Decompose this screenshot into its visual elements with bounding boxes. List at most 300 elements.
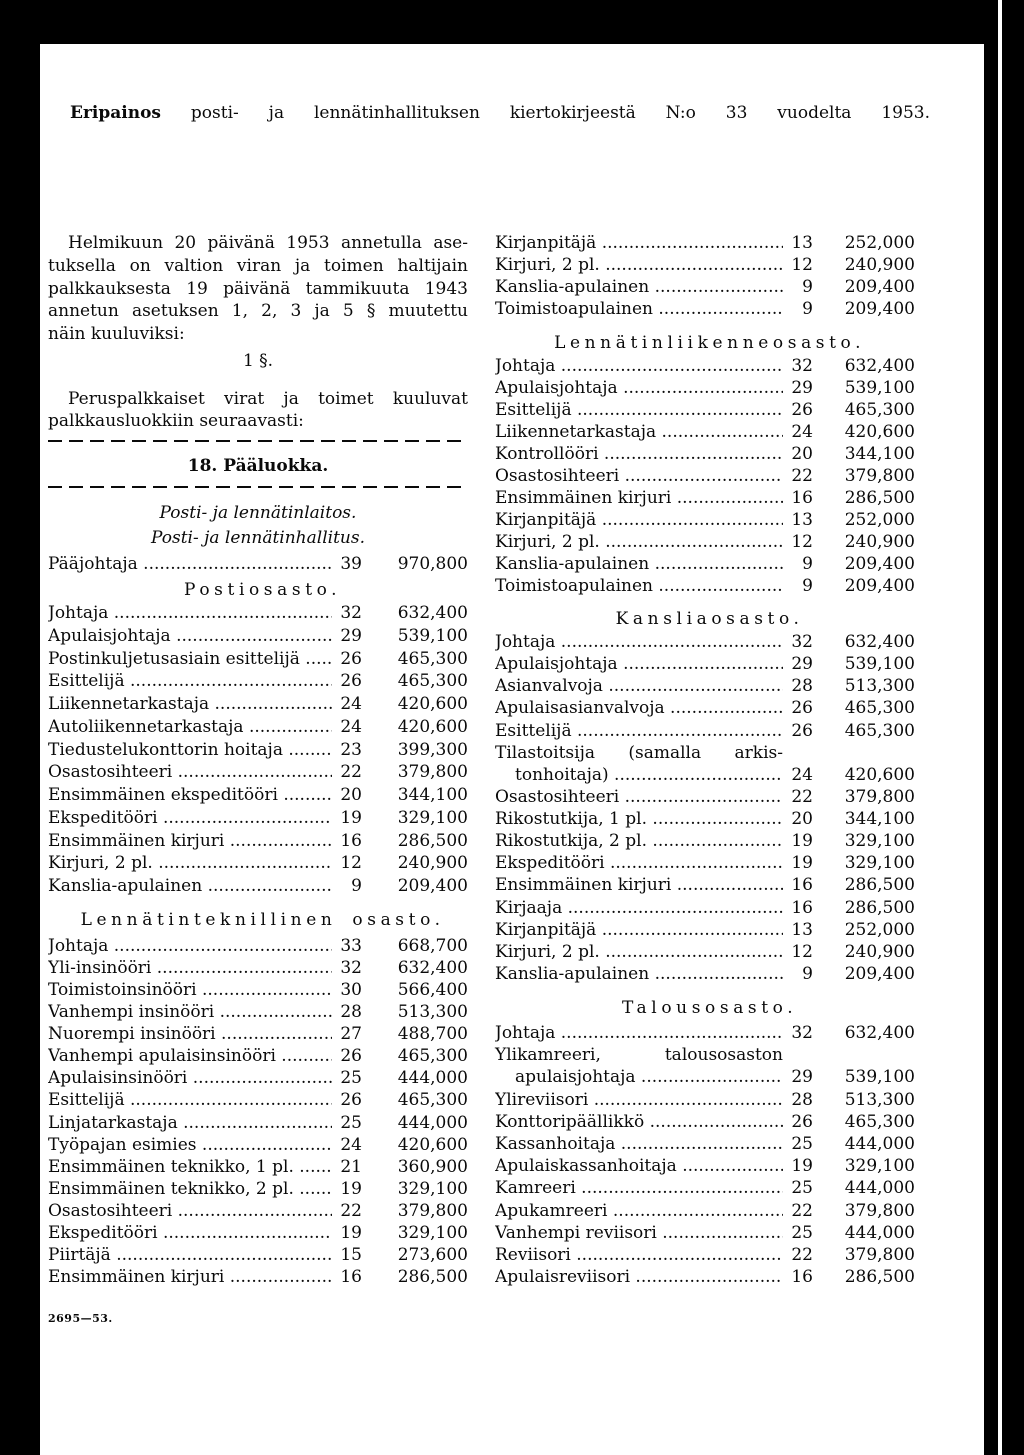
salary-amount: 539,100 <box>844 1067 915 1088</box>
salary-amount: 344,100 <box>844 444 915 464</box>
salary-amount: 240,900 <box>844 941 915 962</box>
salary-amount: 240,900 <box>397 853 468 874</box>
position-title: tonhoitaja) ..... <box>495 764 783 786</box>
position-row <box>495 631 915 653</box>
position-title: Nuorempi insinööri ..... <box>48 1023 332 1045</box>
department-heading-finance: Talousosasto. <box>621 998 798 1018</box>
salary-amount: 632,400 <box>844 632 915 652</box>
position-title: Osastosihteeri ..... <box>48 1200 332 1222</box>
salary-class: 26 <box>340 671 362 692</box>
position-title: Liikennetarkastaja ..... <box>495 421 783 443</box>
position-title: Apulaiskassanhoitaja ..... <box>495 1155 783 1177</box>
salary-amount: 465,300 <box>397 1090 468 1111</box>
salary-amount: 379,800 <box>844 466 915 486</box>
salary-amount: 420,600 <box>397 694 468 714</box>
position-title: Ylireviisori ..... <box>495 1089 783 1111</box>
salary-class: 20 <box>340 785 362 805</box>
position-title: Vanhempi insinööri ..... <box>48 1001 332 1023</box>
department-heading-post: Postiosasto. <box>184 580 342 600</box>
salary-amount: 632,400 <box>844 356 915 376</box>
salary-class: 26 <box>791 1111 813 1132</box>
telegraph-technical-rows <box>48 935 468 1288</box>
intro-line: palkkauksesta 19 päivänä tammikuuta 1943 <box>48 278 468 299</box>
position-title: Johtaja ..... <box>48 935 332 957</box>
position-row <box>495 1022 915 1044</box>
position-row <box>495 1266 915 1288</box>
salary-class: 27 <box>340 1024 362 1045</box>
salary-class: 16 <box>791 897 813 918</box>
position-title: Liikennetarkastaja ..... <box>48 693 332 716</box>
salary-class: 26 <box>340 648 362 669</box>
position-row <box>495 919 915 941</box>
position-title: Kamreeri ..... <box>495 1177 783 1199</box>
position-title: Kirjuri, 2 pl. ..... <box>495 941 783 963</box>
position-title: Ensimmäinen kirjuri ..... <box>48 830 332 853</box>
salary-amount: 329,100 <box>397 1178 468 1199</box>
salary-amount: 539,100 <box>844 378 915 398</box>
salary-amount: 513,300 <box>844 1089 915 1110</box>
position-row <box>495 232 915 254</box>
position-title: Kanslia-apulainen ..... <box>495 963 783 985</box>
salary-amount: 632,400 <box>397 603 468 623</box>
salary-amount: 209,400 <box>844 963 915 984</box>
position-title: Ensimmäinen teknikko, 1 pl. ..... <box>48 1156 332 1178</box>
salary-amount: 209,400 <box>844 576 915 596</box>
salary-amount: 444,000 <box>844 1222 915 1243</box>
position-title: Tiedustelukonttorin hoitaja ..... <box>48 739 332 762</box>
position-title: Esittelijä ..... <box>48 670 332 693</box>
salary-class: 22 <box>791 1200 813 1221</box>
position-row <box>495 874 915 896</box>
position-row <box>495 1244 915 1266</box>
salary-amount: 273,600 <box>397 1244 468 1265</box>
salary-class: 32 <box>791 632 813 652</box>
salary-class: 24 <box>340 1134 362 1155</box>
position-row <box>495 941 915 963</box>
salary-class: 22 <box>791 466 813 486</box>
salary-class: 23 <box>340 739 362 760</box>
position-title: Johtaja ..... <box>495 355 783 377</box>
telegraph-technical-rows-continued <box>495 232 915 320</box>
salary-amount: 252,000 <box>844 233 915 253</box>
salary-amount: 444,000 <box>397 1112 468 1133</box>
position-title-line: Ylikamreeri, talousosaston <box>495 1045 783 1066</box>
salary-class: 26 <box>791 400 813 420</box>
salary-class: 9 <box>802 277 813 297</box>
position-row <box>495 1222 915 1244</box>
salary-amount: 379,800 <box>844 1244 915 1265</box>
salary-amount: 539,100 <box>844 654 915 675</box>
position-title: Ensimmäinen kirjuri ..... <box>48 1266 332 1288</box>
salary-amount: 209,400 <box>844 554 915 574</box>
salary-class: 28 <box>340 1002 362 1023</box>
salary-class: 24 <box>340 716 362 737</box>
position-row <box>48 1178 468 1200</box>
salary-class: 19 <box>340 807 362 828</box>
position-title: Kassanhoitaja ..... <box>495 1133 783 1155</box>
position-row <box>495 808 915 830</box>
intro-line: annetun asetuksen 1, 2, 3 ja 5 § muutettu <box>48 301 468 322</box>
salary-class: 33 <box>340 936 362 956</box>
position-title: Vanhempi reviisori ..... <box>495 1222 783 1244</box>
position-title: Johtaja ..... <box>48 602 332 625</box>
salary-class: 19 <box>340 1178 362 1199</box>
salary-amount: 344,100 <box>397 785 468 805</box>
position-row <box>495 1133 915 1155</box>
position-row <box>48 761 468 784</box>
position-row <box>495 963 915 985</box>
salary-class: 19 <box>791 831 813 852</box>
position-row <box>495 697 915 719</box>
position-title: Osastosihteeri ..... <box>48 761 332 784</box>
salary-amount: 286,500 <box>844 488 915 508</box>
position-title: Johtaja ..... <box>495 1022 783 1044</box>
position-row <box>48 979 468 1001</box>
salary-class: 29 <box>791 654 813 675</box>
position-row <box>495 254 915 276</box>
position-row <box>495 465 915 487</box>
department-heading-chancery: Kansliaosasto. <box>615 609 804 629</box>
position-row <box>495 377 915 399</box>
salary-class: 25 <box>340 1068 362 1089</box>
board-heading: Posti- ja lennätinhallitus. <box>151 528 365 548</box>
position-title: Vanhempi apulaisinsinööri ..... <box>48 1045 332 1067</box>
agency-heading: Posti- ja lennätinlaitos. <box>159 503 357 523</box>
position-row <box>48 1089 468 1111</box>
salary-amount: 344,100 <box>844 809 915 829</box>
salary-class: 29 <box>791 378 813 398</box>
salary-amount: 513,300 <box>397 1002 468 1023</box>
scan-border-left <box>0 0 40 1455</box>
salary-class: 25 <box>791 1133 813 1154</box>
intro-line: tuksella on valtion viran ja toimen haltijain <box>48 255 468 276</box>
salary-amount: 286,500 <box>397 1266 468 1287</box>
position-title: Rikostutkija, 2 pl. ..... <box>495 830 783 852</box>
position-row <box>48 1134 468 1156</box>
position-row <box>495 276 915 298</box>
position-row <box>495 653 915 675</box>
position-title: Esittelijä ..... <box>48 1089 332 1111</box>
salary-amount: 329,100 <box>397 807 468 828</box>
position-row <box>495 421 915 443</box>
salary-class: 9 <box>802 576 813 596</box>
position-row <box>495 675 915 697</box>
position-row <box>48 693 468 716</box>
position-row <box>495 764 915 786</box>
position-row <box>495 830 915 852</box>
salary-amount: 566,400 <box>397 980 468 1001</box>
salary-amount: 399,300 <box>397 739 468 760</box>
salary-class: 39 <box>340 554 362 574</box>
salary-class: 25 <box>791 1178 813 1199</box>
salary-class: 26 <box>791 698 813 719</box>
salary-class: 32 <box>791 1023 813 1043</box>
reprint-source: posti- ja lennätinhallituksen kiertokirjeestä N:o 33 vuodelta 1953. <box>190 103 931 123</box>
salary-class: 28 <box>791 676 813 697</box>
salary-amount: 539,100 <box>397 625 468 646</box>
position-row <box>495 1177 915 1199</box>
reprint-label: Eripainos <box>70 103 162 123</box>
telegraph-traffic-rows <box>495 355 915 597</box>
salary-amount: 632,400 <box>397 958 468 979</box>
salary-amount: 465,300 <box>397 648 468 669</box>
position-row <box>495 399 915 421</box>
department-heading-telegraph-traffic: Lennätinliikenneosasto. <box>554 333 866 353</box>
salary-amount: 329,100 <box>844 1156 915 1177</box>
position-title: Yli-insinööri ..... <box>48 957 332 979</box>
chancery-rows <box>495 631 915 985</box>
salary-amount: 668,700 <box>397 936 468 956</box>
position-title: Johtaja ..... <box>495 631 783 653</box>
position-row <box>48 1222 468 1244</box>
salary-amount: 286,500 <box>844 1267 915 1288</box>
position-title: Konttoripäällikkö ..... <box>495 1111 783 1133</box>
department-heading-telegraph-technical: Lennätinteknillinen osasto. <box>80 910 445 930</box>
salary-amount: 379,800 <box>397 1200 468 1221</box>
intro-line: näin kuuluviksi: <box>48 324 185 344</box>
position-row <box>48 716 468 739</box>
position-row <box>48 670 468 693</box>
salary-amount: 286,500 <box>844 875 915 896</box>
salary-amount: 329,100 <box>844 831 915 852</box>
scan-border-right <box>984 0 1024 1455</box>
salary-class: 24 <box>340 694 362 714</box>
position-title: Apulaisasianvalvoja ..... <box>495 697 783 719</box>
position-title: Asianvalvoja ..... <box>495 675 783 697</box>
position-title: Reviisori ..... <box>495 1244 783 1266</box>
salary-class: 9 <box>802 554 813 574</box>
position-row <box>495 1066 915 1088</box>
position-row <box>48 784 468 807</box>
position-row <box>495 1089 915 1111</box>
position-title: Kirjuri, 2 pl. ..... <box>495 254 783 276</box>
salary-class: 26 <box>340 1090 362 1111</box>
position-row <box>495 298 915 320</box>
position-title: Autoliikennetarkastaja ..... <box>48 716 332 739</box>
salary-class: 12 <box>340 853 362 874</box>
salary-amount: 209,400 <box>844 299 915 319</box>
position-row <box>48 1266 468 1288</box>
salary-class: 19 <box>340 1222 362 1243</box>
position-title: Apulaisinsinööri ..... <box>48 1067 332 1089</box>
salary-amount: 444,000 <box>397 1068 468 1089</box>
position-row <box>495 897 915 919</box>
salary-class: 9 <box>351 876 362 896</box>
position-title: Kirjanpitäjä ..... <box>495 232 783 254</box>
position-title: Apulaisjohtaja ..... <box>495 377 783 399</box>
position-title: Pääjohtaja ..... <box>48 553 332 575</box>
salary-class: 25 <box>340 1112 362 1133</box>
salary-class: 13 <box>791 919 813 940</box>
position-row <box>48 602 468 625</box>
position-row <box>48 553 468 575</box>
dashed-rule <box>48 440 468 442</box>
position-title: Kirjuri, 2 pl. ..... <box>495 531 783 553</box>
position-title: Ensimmäinen ekspeditööri ..... <box>48 784 332 807</box>
salary-amount: 444,000 <box>844 1178 915 1199</box>
salary-class: 19 <box>791 853 813 874</box>
position-title: Rikostutkija, 1 pl. ..... <box>495 808 783 830</box>
salary-class: 9 <box>802 299 813 319</box>
salary-class: 30 <box>340 980 362 1001</box>
position-title: Kanslia-apulainen ..... <box>48 875 332 898</box>
position-title: Apulaisjohtaja ..... <box>495 653 783 675</box>
salary-amount: 970,800 <box>397 554 468 574</box>
salary-class: 22 <box>340 762 362 783</box>
salary-class: 32 <box>791 356 813 376</box>
salary-amount: 465,300 <box>844 698 915 719</box>
salary-class: 15 <box>340 1244 362 1265</box>
main-class-heading: 18. Pääluokka. <box>187 456 329 476</box>
section-text <box>48 388 468 432</box>
position-title: Ensimmäinen teknikko, 2 pl. ..... <box>48 1178 332 1200</box>
salary-amount: 329,100 <box>397 1222 468 1243</box>
position-title: Postinkuljetusasiain esittelijä ..... <box>48 648 332 671</box>
position-row <box>495 720 915 742</box>
salary-amount: 286,500 <box>844 897 915 918</box>
salary-class: 24 <box>791 422 813 442</box>
salary-class: 28 <box>791 1089 813 1110</box>
position-title: Kirjuri, 2 pl. ..... <box>48 852 332 875</box>
salary-amount: 444,000 <box>844 1133 915 1154</box>
position-title: Piirtäjä ..... <box>48 1244 332 1266</box>
salary-amount: 240,900 <box>844 255 915 275</box>
position-row <box>48 935 468 957</box>
position-row <box>495 575 915 597</box>
salary-class: 12 <box>791 532 813 552</box>
position-title: Apukamreeri ..... <box>495 1200 783 1222</box>
salary-class: 20 <box>791 809 813 829</box>
position-row <box>48 1067 468 1089</box>
salary-class: 32 <box>340 958 362 979</box>
salary-class: 19 <box>791 1156 813 1177</box>
salary-amount: 286,500 <box>397 830 468 851</box>
position-title: Kanslia-apulainen ..... <box>495 553 783 575</box>
salary-class: 13 <box>791 233 813 253</box>
intro-paragraph <box>48 232 468 346</box>
section-text-line: Peruspalkkaiset virat ja toimet kuuluvat <box>68 389 468 409</box>
position-title: Työpajan esimies ..... <box>48 1134 332 1156</box>
position-title: Ekspeditööri ..... <box>495 852 783 874</box>
position-title: Kirjanpitäjä ..... <box>495 919 783 941</box>
salary-class: 24 <box>791 764 813 785</box>
salary-class: 22 <box>340 1200 362 1221</box>
position-title: Linjatarkastaja ..... <box>48 1112 332 1134</box>
position-row <box>495 487 915 509</box>
salary-class: 12 <box>791 941 813 962</box>
position-row <box>495 852 915 874</box>
position-row <box>495 786 915 808</box>
position-row <box>48 1200 468 1222</box>
salary-class: 25 <box>791 1222 813 1243</box>
position-title: Kirjanpitäjä ..... <box>495 509 783 531</box>
salary-amount: 252,000 <box>844 919 915 940</box>
position-row <box>495 1200 915 1222</box>
position-title: Ensimmäinen kirjuri ..... <box>495 874 783 896</box>
position-title: Osastosihteeri ..... <box>495 465 783 487</box>
position-row <box>48 807 468 830</box>
position-title: Apulaisjohtaja ..... <box>48 625 332 648</box>
section-sign: 1 §. <box>242 351 274 371</box>
position-row <box>495 509 915 531</box>
position-title: Ekspeditööri ..... <box>48 807 332 830</box>
salary-class: 26 <box>791 720 813 741</box>
salary-amount: 632,400 <box>844 1023 915 1043</box>
salary-amount: 329,100 <box>844 853 915 874</box>
salary-class: 32 <box>340 603 362 623</box>
position-row <box>48 830 468 853</box>
intro-line: Helmikuun 20 päivänä 1953 annetulla ase- <box>68 233 468 253</box>
director-general-block <box>48 553 468 575</box>
position-title: Ensimmäinen kirjuri ..... <box>495 487 783 509</box>
position-row <box>48 648 468 671</box>
position-title: Toimistoapulainen ..... <box>495 575 783 597</box>
position-row <box>495 355 915 377</box>
reprint-header <box>70 102 930 124</box>
position-title: Toimistoapulainen ..... <box>495 298 783 320</box>
position-row <box>48 957 468 979</box>
position-row <box>48 625 468 648</box>
salary-amount: 209,400 <box>397 876 468 896</box>
position-title: apulaisjohtaja ..... <box>495 1066 783 1088</box>
salary-amount: 420,600 <box>844 764 915 785</box>
salary-amount: 209,400 <box>844 277 915 297</box>
position-row <box>48 1001 468 1023</box>
salary-amount: 420,600 <box>397 716 468 737</box>
scan-border-top <box>0 0 1024 44</box>
position-title: Kontrollööri ..... <box>495 443 783 465</box>
position-title: Ekspeditööri ..... <box>48 1222 332 1244</box>
salary-amount: 465,300 <box>844 400 915 420</box>
position-title-line: Tilastoitsija (samalla arkis- <box>495 742 783 763</box>
section-text-line: palkkausluokkiin seuraavasti: <box>48 411 304 431</box>
position-title: Kirjaaja ..... <box>495 897 783 919</box>
position-row <box>495 531 915 553</box>
salary-amount: 513,300 <box>844 676 915 697</box>
position-row <box>48 1045 468 1067</box>
finance-rows <box>495 1022 915 1288</box>
position-row <box>48 739 468 762</box>
salary-amount: 379,800 <box>844 1200 915 1221</box>
salary-amount: 240,900 <box>844 532 915 552</box>
salary-class: 26 <box>340 1046 362 1067</box>
salary-amount: 488,700 <box>397 1024 468 1045</box>
salary-class: 16 <box>791 1267 813 1288</box>
salary-class: 16 <box>791 488 813 508</box>
salary-amount: 379,800 <box>844 786 915 807</box>
position-title: Esittelijä ..... <box>495 399 783 421</box>
salary-class: 12 <box>791 255 813 275</box>
salary-class: 9 <box>802 963 813 984</box>
position-title: Apulaisreviisori ..... <box>495 1266 783 1288</box>
position-title: Osastosihteeri ..... <box>495 786 783 808</box>
print-code: 2695—53. <box>48 1312 113 1325</box>
post-department-rows <box>48 602 468 898</box>
salary-amount: 420,600 <box>844 422 915 442</box>
salary-amount: 465,300 <box>397 1046 468 1067</box>
salary-amount: 252,000 <box>844 510 915 530</box>
salary-class: 13 <box>791 510 813 530</box>
salary-amount: 420,600 <box>397 1134 468 1155</box>
salary-class: 29 <box>791 1067 813 1088</box>
salary-class: 22 <box>791 1244 813 1265</box>
dashed-rule <box>48 486 468 488</box>
salary-class: 16 <box>340 1266 362 1287</box>
salary-amount: 465,300 <box>397 671 468 692</box>
position-row <box>48 1244 468 1266</box>
salary-class: 22 <box>791 786 813 807</box>
position-row <box>48 1023 468 1045</box>
